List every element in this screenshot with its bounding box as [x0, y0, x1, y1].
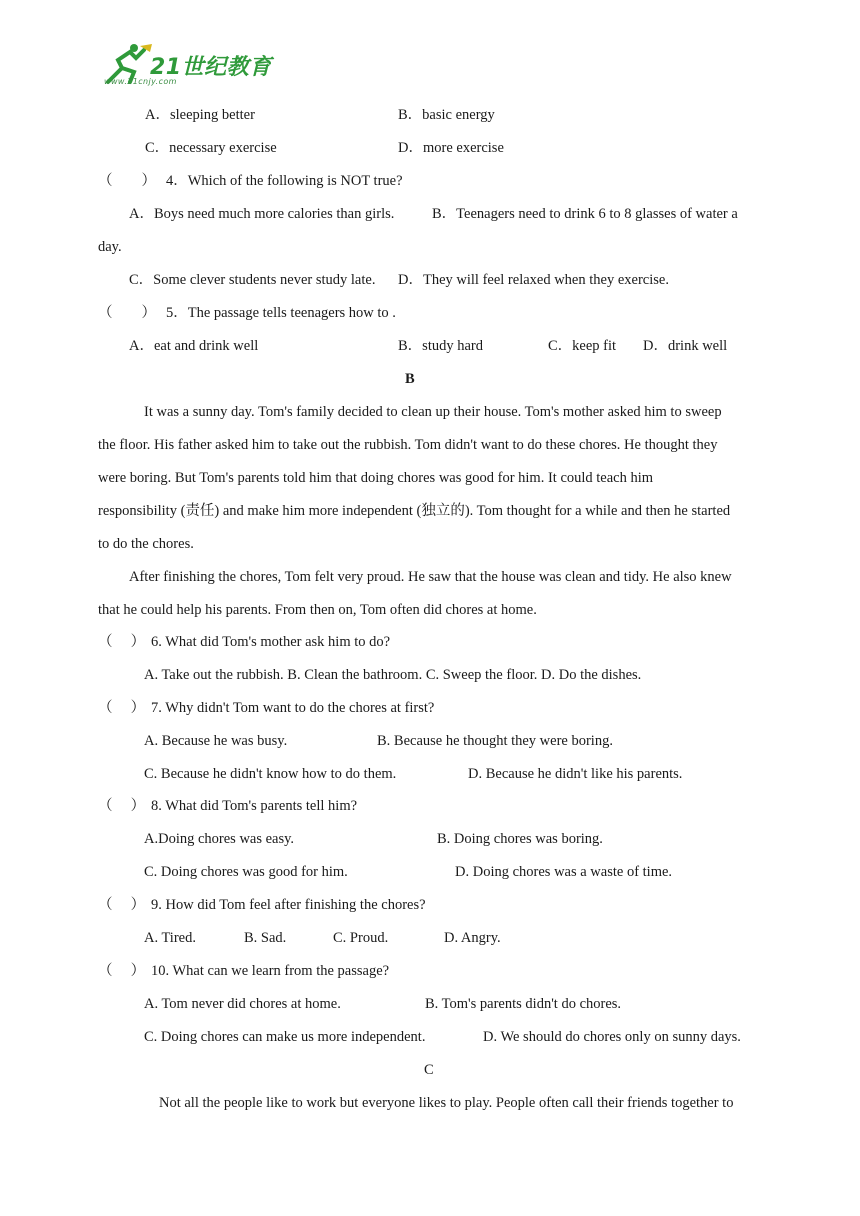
q4-answer-paren: （ ） — [98, 173, 156, 189]
q8-stem: 8. What did Tom's parents tell him? — [151, 798, 358, 814]
q7-option-b: B. Because he thought they were boring. — [377, 733, 613, 749]
q9-answer-paren: （ ） — [98, 897, 146, 913]
q8-option-a: A.Doing chores was easy. — [144, 831, 295, 847]
q7-stem: 7. Why didn't Tom want to do the chores at first? — [151, 700, 435, 716]
q7-option-a: A. Because he was busy. — [144, 733, 288, 749]
q10-option-a: A. Tom never did chores at home. — [144, 996, 341, 1012]
q10-option-d: D. We should do chores only on sunny days. — [483, 1029, 741, 1045]
q4-option-a: A．Boys need much more calories than girls. — [129, 206, 395, 222]
q9-option-c: C. Proud. — [333, 930, 389, 946]
q6-stem: 6. What did Tom's mother ask him to do? — [151, 634, 391, 650]
q5-option-b: B．study hard — [398, 338, 483, 354]
passage-b-line: responsibility (责任) and make him more independent (独立的). Tom thought for a while and then he started — [98, 503, 731, 519]
passage-b-line: It was a sunny day. Tom's family decided to clean up their house. Tom's mother asked him to sweep — [144, 404, 722, 420]
logo-url: www.21cnjy.com — [104, 77, 177, 86]
q4-stem: 4．Which of the following is NOT true? — [166, 173, 403, 189]
q7-answer-paren: （ ） — [98, 700, 146, 716]
q5-option-a: A．eat and drink well — [129, 338, 259, 354]
q4-option-b-cont: day. — [98, 239, 122, 255]
q8-option-c: C. Doing chores was good for him. — [144, 864, 348, 880]
q9-option-d: D. Angry. — [444, 930, 501, 946]
q8-option-d: D. Doing chores was a waste of time. — [455, 864, 673, 880]
q4-option-d: D．They will feel relaxed when they exercise. — [398, 272, 669, 288]
q9-option-b: B. Sad. — [244, 930, 287, 946]
passage-b-line: that he could help his parents. From then on, Tom often did chores at home. — [98, 602, 537, 618]
q10-option-b: B. Tom's parents didn't do chores. — [425, 996, 622, 1012]
passage-b-line: the floor. His father asked him to take out the rubbish. Tom didn't want to do these chores. He thought they — [98, 437, 718, 453]
section-b-heading: B — [405, 371, 415, 387]
q4-option-b: B．Teenagers need to drink 6 to 8 glasses of water a — [432, 206, 738, 222]
q3-option-c: C．necessary exercise — [145, 140, 277, 156]
q5-answer-paren: （ ） — [98, 305, 156, 321]
q8-option-b: B. Doing chores was boring. — [437, 831, 603, 847]
q6-answer-paren: （ ） — [98, 634, 146, 650]
q7-option-c: C. Because he didn't know how to do them. — [144, 766, 397, 782]
q3-option-d: D．more exercise — [398, 140, 504, 156]
passage-b-line: After finishing the chores, Tom felt very proud. He saw that the house was clean and tidy. He also knew — [129, 569, 732, 585]
q10-stem: 10. What can we learn from the passage? — [151, 963, 390, 979]
q9-stem: 9. How did Tom feel after finishing the chores? — [151, 897, 426, 913]
section-c-heading: C — [424, 1062, 434, 1078]
passage-b-line: were boring. But Tom's parents told him that doing chores was good for him. It could teach him — [98, 470, 654, 486]
q5-stem: 5．The passage tells teenagers how to . — [166, 305, 396, 321]
passage-c-line: Not all the people like to work but everyone likes to play. People often call their friends together to — [159, 1095, 734, 1111]
q5-option-c: C．keep fit — [548, 338, 617, 354]
q4-option-c: C．Some clever students never study late. — [129, 272, 376, 288]
q9-option-a: A. Tired. — [144, 930, 196, 946]
passage-b-line: to do the chores. — [98, 536, 194, 552]
q3-option-b: B．basic energy — [398, 107, 495, 123]
q5-option-d: D．drink well — [643, 338, 728, 354]
q7-option-d: D. Because he didn't like his parents. — [468, 766, 683, 782]
q6-options: A. Take out the rubbish. B. Clean the bathroom. C. Sweep the floor. D. Do the dishes. — [144, 667, 642, 683]
q3-option-a: A．sleeping better — [145, 107, 255, 123]
q10-answer-paren: （ ） — [98, 963, 146, 979]
q8-answer-paren: （ ） — [98, 798, 146, 814]
q10-option-c: C. Doing chores can make us more independent. — [144, 1029, 426, 1045]
logo-brand: 21世纪教育 — [150, 55, 272, 80]
